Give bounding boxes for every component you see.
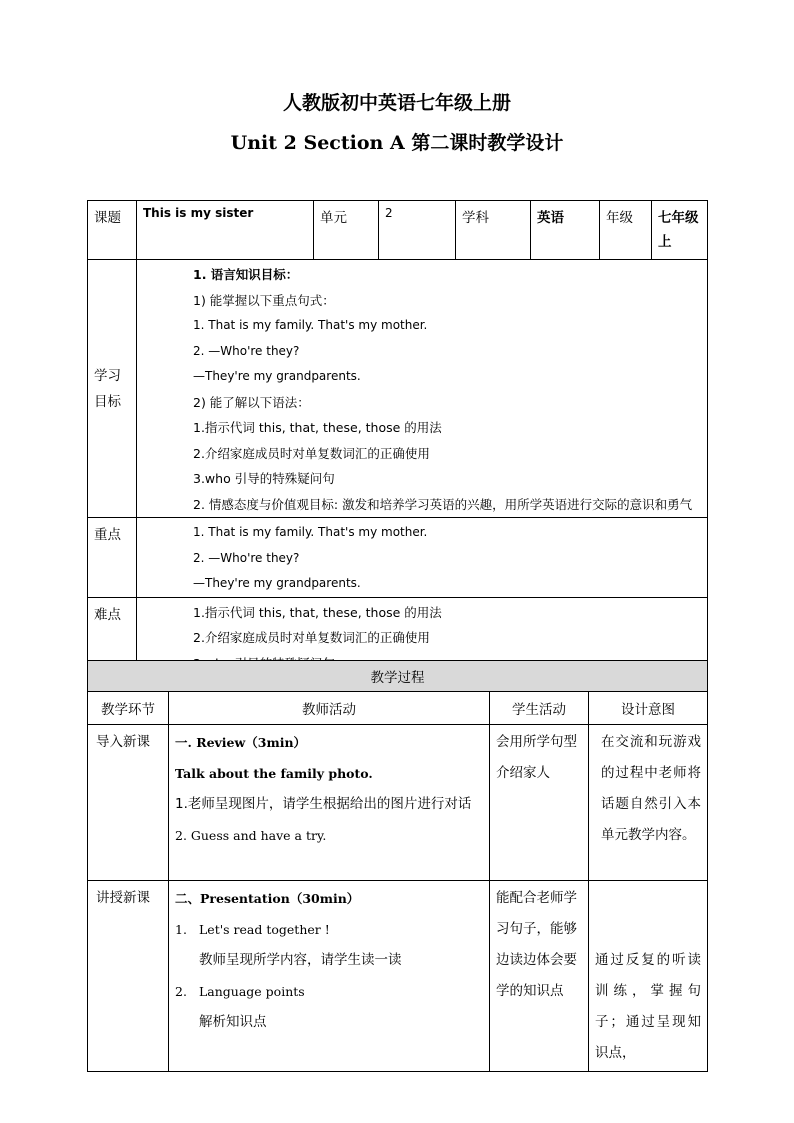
key-point-line: —They're my grandparents. — [193, 576, 361, 590]
key-points-label: 重点 — [88, 518, 137, 598]
teaching-process-table — [87, 660, 708, 1072]
objectives-label — [88, 260, 137, 518]
stage-cell — [88, 881, 169, 1072]
teacher-activity-line: 2. Guess and have a try. — [175, 828, 327, 843]
stage-label: 导入新课 — [96, 734, 150, 750]
lesson-info-table — [87, 200, 708, 677]
objective-line: 2) 能了解以下语法： — [193, 394, 310, 410]
column-header-intent: 设计意图 — [589, 692, 708, 725]
document-subtitle: Unit 2 Section A 第二课时教学设计 — [230, 132, 564, 154]
grade-value: 七年级上 — [652, 201, 708, 260]
teacher-activity-cell — [169, 881, 490, 1072]
objective-line: 2.介绍家庭成员时对单复数词汇的正确使用 — [193, 445, 430, 461]
key-point-line: 2. —Who're they? — [193, 550, 300, 565]
objective-line: 3.who 引导的特殊疑问句 — [193, 471, 335, 486]
teacher-activity-line: Talk about the family photo. — [175, 766, 373, 781]
stage-cell — [88, 725, 169, 881]
teacher-activity-line: 一. Review（3min） — [175, 735, 307, 750]
student-activity: 会用所学句型介绍家人 — [490, 725, 589, 881]
teacher-activity-line: 1.老师呈现图片，请学生根据给出的图片进行对话 — [175, 796, 472, 812]
objective-line: 1. 语言知识目标： — [193, 267, 299, 282]
column-header-teacher: 教师活动 — [169, 692, 490, 725]
objective-line: —They're my grandparents. — [193, 369, 361, 383]
difficult-point-line: 2.介绍家庭成员时对单复数词汇的正确使用 — [193, 630, 430, 645]
design-intent: 通过反复的听读训练，掌握句子；通过呈现知识点， — [589, 881, 708, 1072]
unit-label: 单元 — [314, 201, 379, 260]
teacher-activity-item — [175, 914, 483, 945]
key-points-content — [137, 518, 708, 598]
item-number: 1. — [175, 922, 187, 937]
subject-label: 学科 — [456, 201, 531, 260]
stage-label: 讲授新课 — [96, 890, 150, 906]
subject-value: 英语 — [531, 201, 600, 260]
objective-line: 2. —Who're they? — [193, 343, 300, 358]
difficult-points-label: 难点 — [88, 597, 137, 677]
student-activity: 能配合老师学习句子，能够边读边体会要学的知识点 — [490, 881, 589, 1072]
item-number: 2. — [175, 984, 187, 999]
objective-line: 1. That is my family. That's my mother. — [193, 318, 428, 332]
item-text: Language points — [199, 984, 305, 999]
topic-label: 课题 — [88, 201, 137, 260]
objective-line: 1) 能掌握以下重点句式： — [193, 292, 335, 308]
objectives-label-text: 学习目标 — [94, 367, 121, 410]
column-header-stage: 教学环节 — [88, 692, 169, 725]
grade-label: 年级 — [600, 201, 652, 260]
topic-value: This is my sister — [137, 201, 314, 260]
column-header-student: 学生活动 — [490, 692, 589, 725]
document-title: 人教版初中英语七年级上册 — [282, 92, 511, 114]
objective-line: 2. 情感态度与价值观目标: 激发和培养学习英语的兴趣，用所学英语进行交际的意识和勇气 — [193, 496, 693, 512]
teacher-activity-subline: 教师呈现所学内容，请学生读一读 — [199, 952, 402, 968]
objective-line: 1.指示代词 this, that, these, those 的用法 — [193, 420, 442, 435]
key-point-line: 1. That is my family. That's my mother. — [193, 525, 428, 539]
teacher-activity-item — [175, 976, 483, 1007]
unit-value: 2 — [379, 201, 456, 260]
difficult-point-line: 1.指示代词 this, that, these, those 的用法 — [193, 604, 442, 620]
teacher-activity-cell — [169, 725, 490, 881]
teacher-activity-heading: 二、Presentation（30min） — [175, 891, 360, 906]
objectives-content — [137, 260, 708, 518]
process-header: 教学过程 — [88, 661, 708, 692]
teacher-activity-subline: 解析知识点 — [199, 1014, 267, 1030]
design-intent: 在交流和玩游戏的过程中老师将话题自然引入本单元教学内容。 — [589, 725, 708, 881]
item-text: Let's read together ! — [199, 922, 330, 937]
